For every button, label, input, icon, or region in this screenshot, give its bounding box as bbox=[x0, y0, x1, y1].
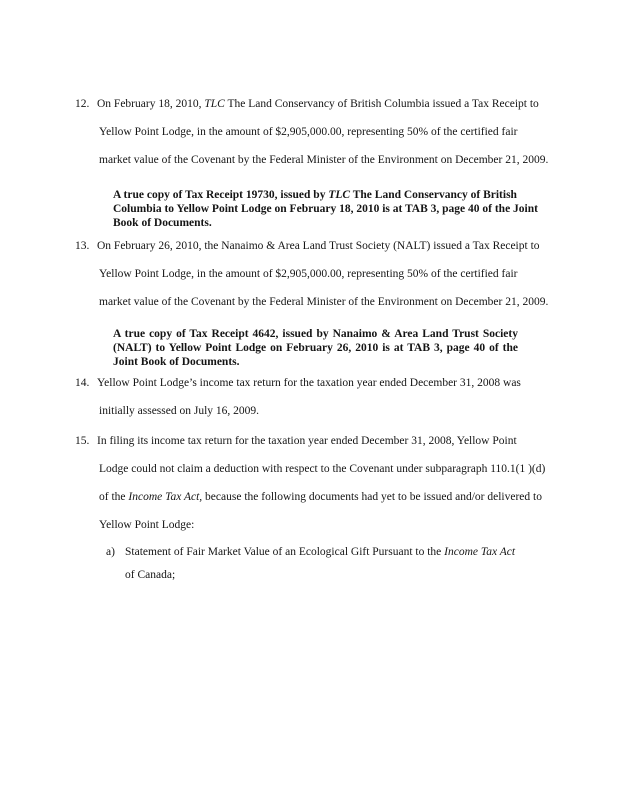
quote-tax-receipt-4642 bbox=[113, 327, 518, 369]
quote-text: A true copy of Tax Receipt 19730, issued by bbox=[113, 189, 329, 201]
paragraph-text: Lodge could not claim a deduction with respect to the Covenant under subparagraph 110.1(1 )(d) bbox=[99, 463, 546, 475]
quote-text: Joint Book of Documents. bbox=[113, 356, 240, 368]
paragraph-text: On February 26, 2010, the Nanaimo & Area Land Trust Society (NALT) issued a Tax Receipt to bbox=[97, 240, 540, 252]
paragraph-12-line-1 bbox=[75, 90, 595, 118]
paragraph-text: In filing its income tax return for the taxation year ended December 31, 2008, Yellow Point bbox=[97, 435, 517, 447]
quote-text: (NALT) to Yellow Point Lodge on February 26, 2010 is at TAB 3, page 40 of the bbox=[113, 342, 518, 354]
paragraph-15 bbox=[75, 427, 595, 539]
paragraph-13-line-2 bbox=[75, 260, 595, 288]
quote-text: Book of Documents. bbox=[113, 217, 212, 229]
paragraph-14-line-2 bbox=[75, 397, 595, 425]
paragraph-15-line-1 bbox=[75, 427, 595, 455]
paragraph-12-line-3 bbox=[75, 146, 595, 174]
paragraph-text: of Canada; bbox=[125, 569, 176, 581]
quote-line-1 bbox=[113, 327, 518, 341]
quote-text: The Land Conservancy of British bbox=[350, 189, 517, 201]
paragraph-text: market value of the Covenant by the Federal Minister of the Environment on December 21, 2009. bbox=[99, 296, 549, 308]
paragraph-14-line-1 bbox=[75, 369, 595, 397]
quote-line-3 bbox=[113, 355, 518, 369]
paragraph-text: Yellow Point Lodge, in the amount of $2,905,000.00, representing 50% of the certified fair bbox=[99, 126, 518, 138]
paragraph-15-line-3 bbox=[75, 483, 595, 511]
italic-text-income-tax-act: Income Tax Act bbox=[444, 546, 516, 558]
paragraph-14 bbox=[75, 369, 595, 425]
quote-line-3 bbox=[113, 216, 518, 230]
paragraph-13-line-3 bbox=[75, 288, 595, 316]
paragraph-text: Yellow Point Lodge’s income tax return for the taxation year ended December 31, 2008 was bbox=[97, 377, 521, 389]
quote-line-2 bbox=[113, 202, 538, 216]
paragraph-12 bbox=[75, 90, 595, 174]
paragraph-13-number: 13. bbox=[75, 240, 90, 252]
paragraph-text: because the following documents had yet to be issued and/or delivered to bbox=[202, 491, 542, 503]
sub-item-a-marker: a) bbox=[106, 546, 115, 558]
paragraph-text: Yellow Point Lodge: bbox=[99, 519, 195, 531]
sub-item-a bbox=[106, 541, 595, 587]
sub-item-a-line-2 bbox=[106, 564, 595, 587]
quote-line-1 bbox=[113, 188, 518, 202]
paragraph-14-number: 14. bbox=[75, 377, 90, 389]
quote-line-2 bbox=[113, 341, 518, 355]
paragraph-text: Yellow Point Lodge, in the amount of $2,905,000.00, representing 50% of the certified fair bbox=[99, 268, 518, 280]
paragraph-15-line-2 bbox=[75, 455, 595, 483]
paragraph-text: market value of the Covenant by the Federal Minister of the Environment on December 21, 2009. bbox=[99, 154, 549, 166]
italic-text-income-tax-act: Income Tax Act, bbox=[128, 491, 203, 503]
paragraph-13-line-1 bbox=[75, 232, 595, 260]
paragraph-12-number: 12. bbox=[75, 98, 90, 110]
paragraph-12-line-2 bbox=[75, 118, 595, 146]
quote-text: Columbia to Yellow Point Lodge on February 18, 2010 is at TAB 3, page 40 of the Joint bbox=[113, 203, 538, 215]
italic-text-tlc: TLC bbox=[328, 189, 351, 201]
paragraph-15-number: 15. bbox=[75, 435, 90, 447]
paragraph-text: On February 18, 2010, bbox=[97, 98, 205, 110]
sub-item-a-line-1 bbox=[106, 541, 595, 564]
paragraph-text: of the bbox=[99, 491, 129, 503]
italic-text-tlc: TLC bbox=[204, 98, 225, 110]
quote-text: A true copy of Tax Receipt 4642, issued by Nanaimo & Area Land Trust Society bbox=[113, 328, 518, 340]
paragraph-15-line-4 bbox=[75, 511, 595, 539]
quote-tax-receipt-19730 bbox=[113, 188, 538, 230]
paragraph-text: The Land Conservancy of British Columbia issued a Tax Receipt to bbox=[224, 98, 539, 110]
paragraph-text: Statement of Fair Market Value of an Ecological Gift Pursuant to the bbox=[125, 546, 445, 558]
paragraph-text: initially assessed on July 16, 2009. bbox=[99, 405, 260, 417]
paragraph-13 bbox=[75, 232, 595, 316]
